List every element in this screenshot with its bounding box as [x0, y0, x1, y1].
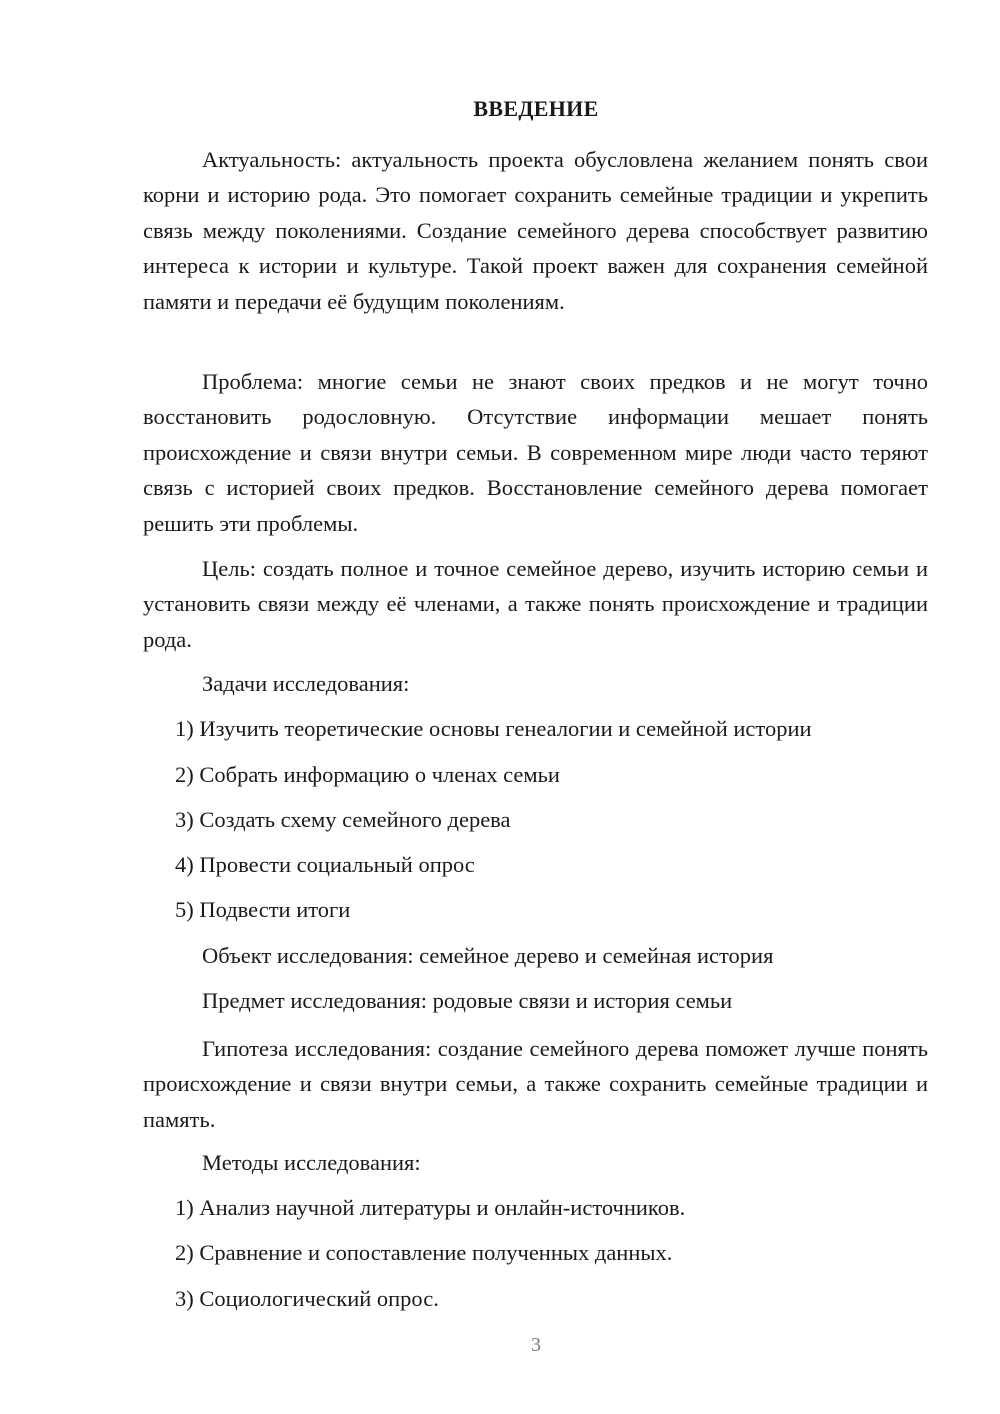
- page-number: 3: [531, 1334, 541, 1356]
- hypothesis-paragraph: Гипотеза исследования: создание семейного дерева поможет лучше понять происхождение и связи внутри семьи, а также сохранить семейные традиции и память.: [143, 1036, 928, 1132]
- tasks-heading: Задачи исследования:: [202, 671, 410, 696]
- list-item: 1) Изучить теоретические основы генеалогии и семейной истории: [175, 716, 812, 741]
- list-item: 3) Создать схему семейного дерева: [175, 807, 511, 832]
- list-item: 3) Социологический опрос.: [175, 1286, 439, 1311]
- object-line: Объект исследования: семейное дерево и семейная история: [202, 943, 774, 968]
- goal-paragraph: Цель: создать полное и точное семейное дерево, изучить историю семьи и установить связи между её членами, а также понять происхождение и традиции рода.: [143, 556, 928, 652]
- list-item: 4) Провести социальный опрос: [175, 852, 475, 877]
- methods-heading: Методы исследования:: [202, 1150, 421, 1175]
- list-item: 2) Собрать информацию о членах семьи: [175, 762, 560, 787]
- page-title: ВВЕДЕНИЕ: [473, 96, 599, 121]
- list-item: 1) Анализ научной литературы и онлайн-источников.: [175, 1195, 686, 1220]
- list-item: 2) Сравнение и сопоставление полученных данных.: [175, 1240, 673, 1265]
- problem-paragraph: Проблема: многие семьи не знают своих предков и не могут точно восстановить родословную. Отсутствие информации мешает понять происхождение и связи внутри семьи. В современном мире люди часто теряют связь с историей своих предков. Восстановление семейного дерева помогает решить эти проблемы.: [143, 369, 928, 536]
- subject-line: Предмет исследования: родовые связи и история семьи: [202, 988, 733, 1013]
- list-item: 5) Подвести итоги: [175, 897, 351, 922]
- relevance-paragraph: Актуальность: актуальность проекта обусловлена желанием понять свои корни и историю рода. Это помогает сохранить семейные традиции и укрепить связь между поколениями. Создание семейного дерева способствует развитию интереса к истории и культуре. Такой проект важен для сохранения семейной памяти и передачи её будущим поколениям.: [143, 147, 928, 314]
